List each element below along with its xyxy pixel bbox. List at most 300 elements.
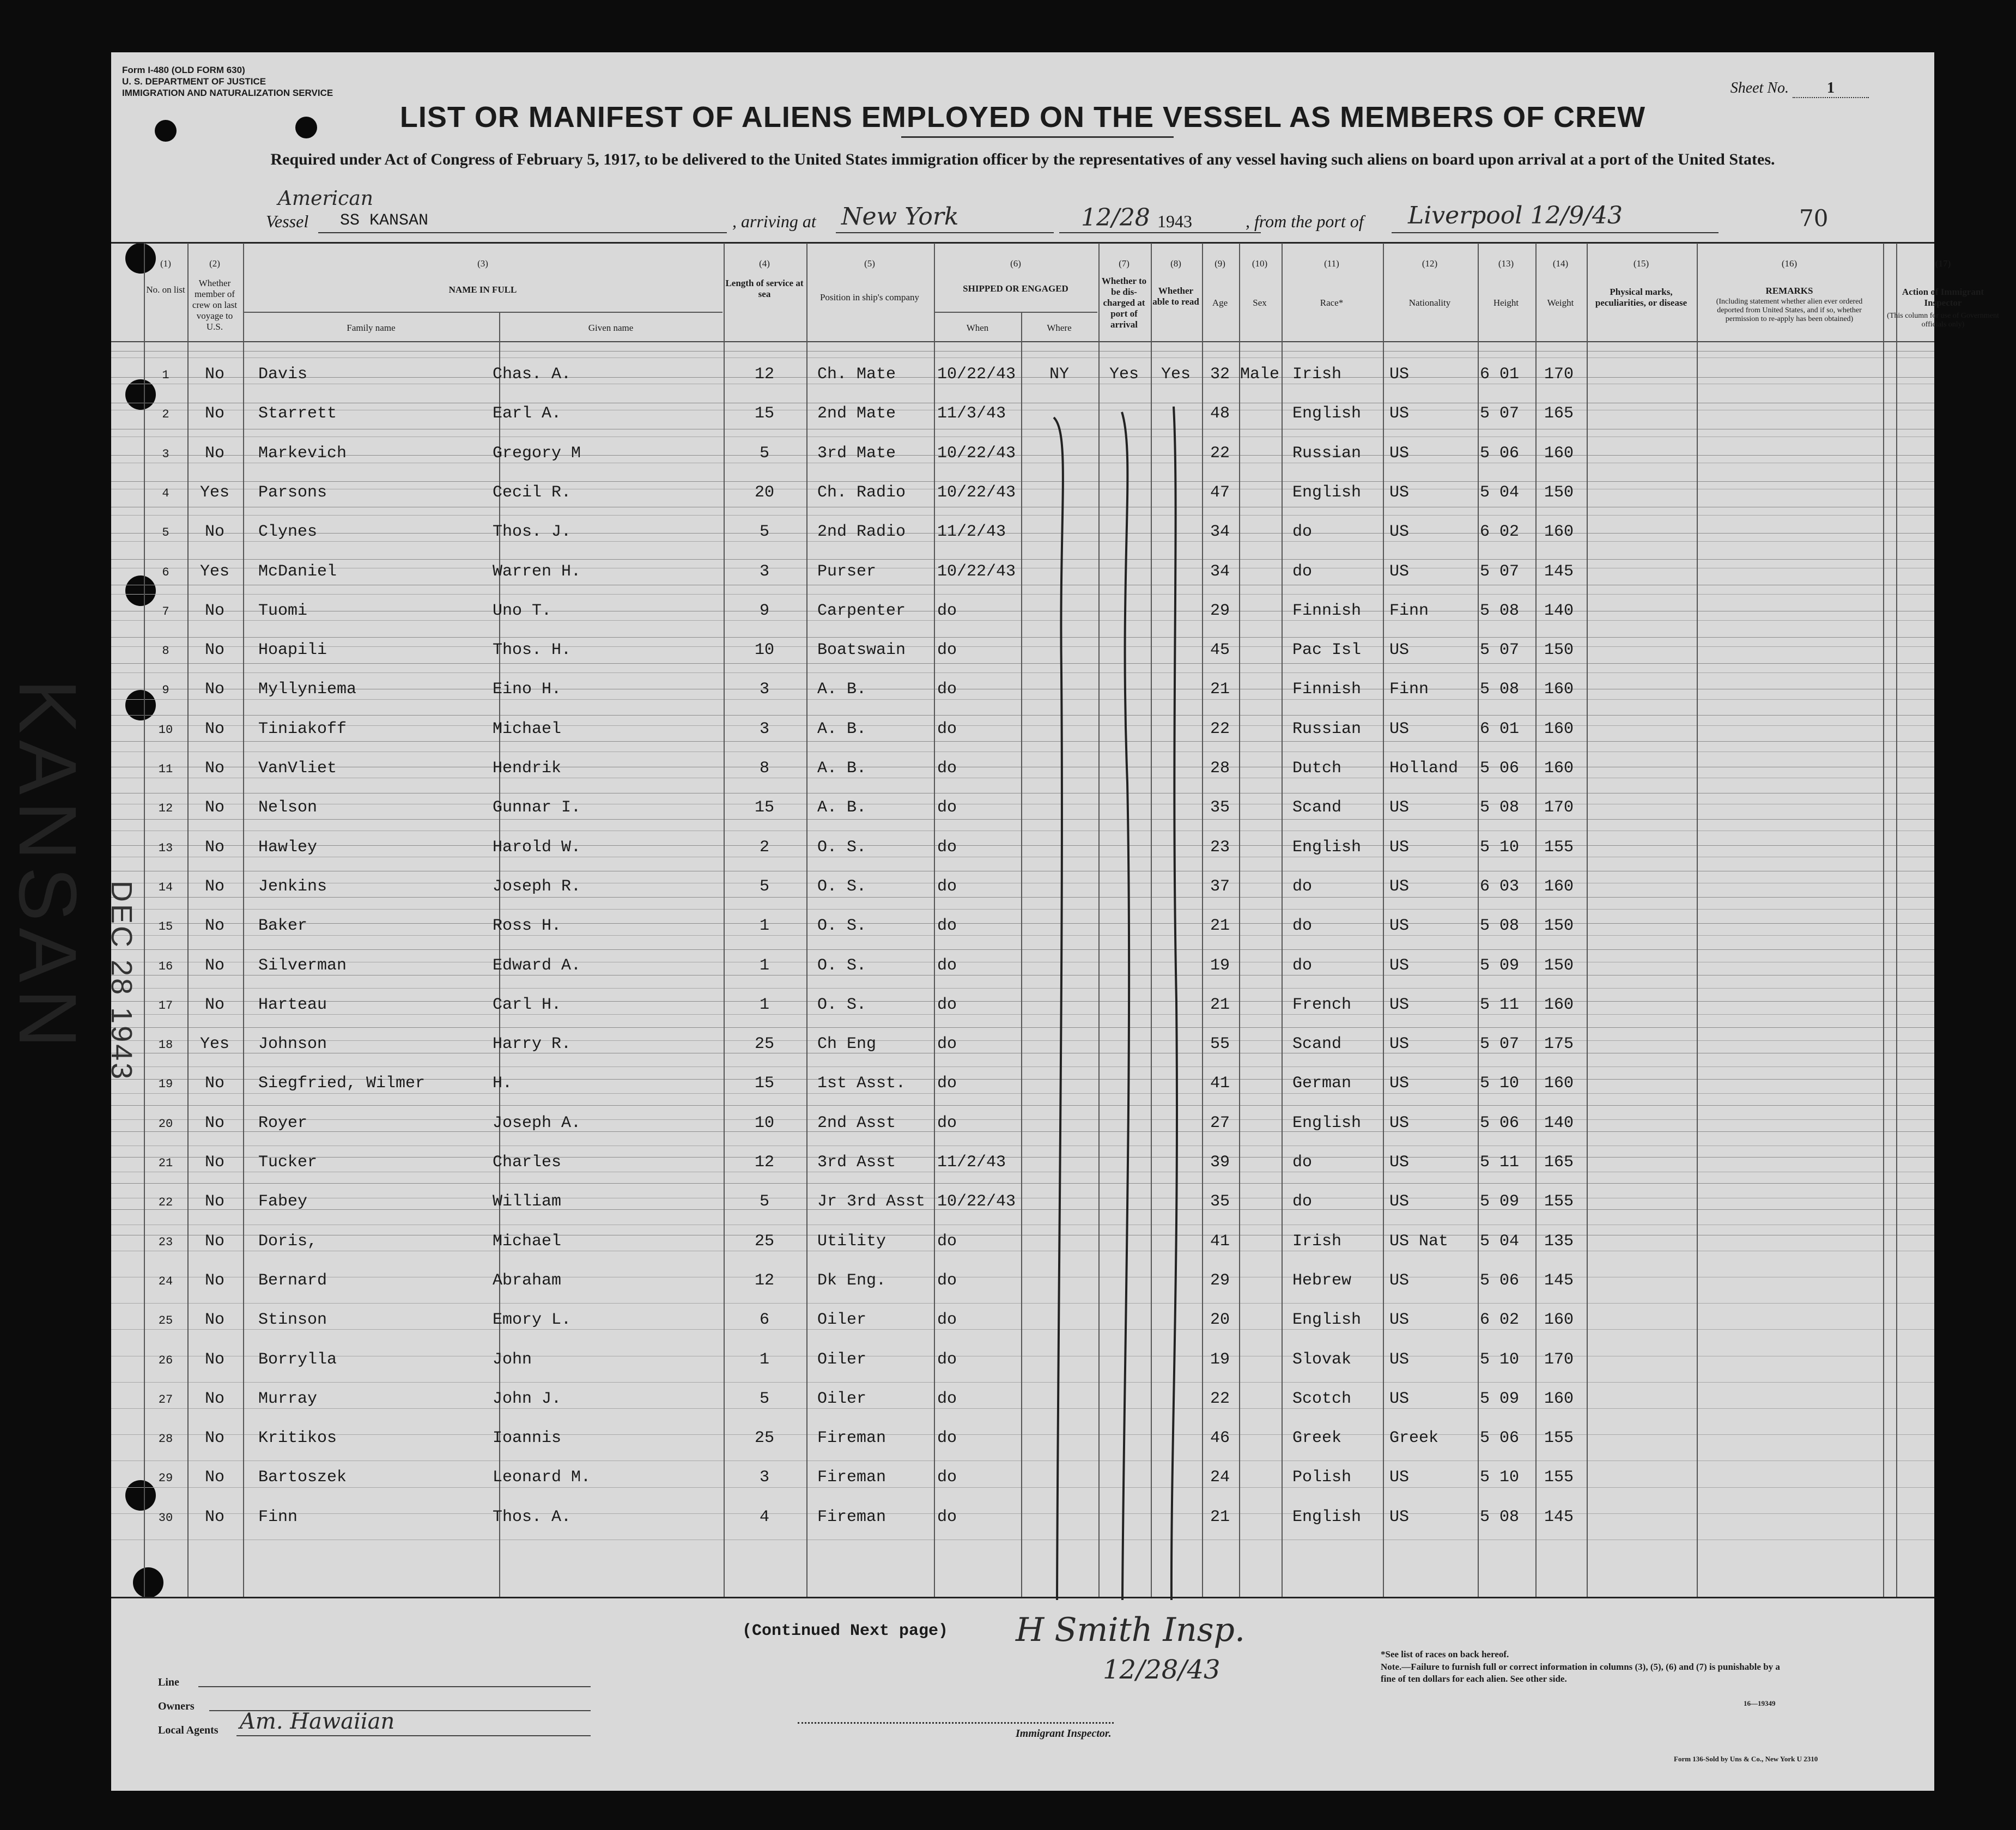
- cell-given: Edward A.: [493, 956, 581, 975]
- cell-when: do: [937, 680, 957, 699]
- cell-age: 55: [1210, 1035, 1230, 1053]
- cell-no: 11: [158, 762, 173, 776]
- cell-nationality: US: [1389, 877, 1410, 896]
- cell-no: 7: [162, 605, 169, 619]
- cell-race: Polish: [1292, 1468, 1352, 1487]
- cell-height: 5 06: [1480, 1271, 1520, 1290]
- cell-position: A. B.: [817, 759, 867, 778]
- col-5-num: (5): [864, 258, 875, 269]
- cell-age: 47: [1210, 483, 1230, 502]
- cell-height: 5 07: [1480, 404, 1520, 423]
- fill-rule: [1392, 232, 1719, 233]
- cell-family: Jenkins: [258, 877, 327, 896]
- column-divider: [1587, 243, 1588, 1597]
- column-divider: [806, 243, 807, 1597]
- cell-weight: 170: [1544, 365, 1574, 384]
- cell-race: do: [1292, 1192, 1313, 1211]
- cell-prev: No: [204, 641, 224, 659]
- col-9-num: (9): [1215, 258, 1225, 269]
- vessel-name: SS KANSAN: [340, 211, 429, 230]
- cell-given: Joseph R.: [493, 877, 581, 896]
- cell-family: Markevich: [258, 444, 347, 463]
- cell-height: 5 08: [1480, 798, 1520, 817]
- cell-no: 14: [158, 881, 173, 894]
- cell-service: 25: [754, 1429, 774, 1447]
- cell-weight: 160: [1544, 1311, 1574, 1329]
- ditto-strokes: [1016, 401, 1201, 1611]
- penalty-note: Note.—Failure to furnish full or correct information in columns (3), (5), (6) and (7) is punishable by a fine of ten dollars for each alien. See other side.: [1381, 1662, 1780, 1684]
- cell-prev: No: [204, 1311, 224, 1329]
- col-17-label: Action of Immigrant Inspector: [1902, 287, 1984, 308]
- cell-prev: No: [204, 996, 224, 1014]
- cell-no: 8: [162, 644, 169, 658]
- cell-weight: 155: [1544, 1192, 1574, 1211]
- col-16-num: (16): [1781, 258, 1798, 269]
- cell-race: English: [1292, 1508, 1362, 1526]
- cell-position: A. B.: [817, 720, 867, 738]
- cell-nationality: US: [1389, 1153, 1410, 1172]
- table-header-rule: [111, 341, 1934, 342]
- cell-nationality: US: [1389, 365, 1410, 384]
- cell-service: 4: [759, 1508, 769, 1526]
- col-6-sub-when: When: [966, 323, 989, 333]
- cell-race: Dutch: [1292, 759, 1342, 778]
- cell-discharged: Yes: [1109, 365, 1139, 384]
- cell-height: 5 08: [1480, 917, 1520, 935]
- cell-position: Boatswain: [817, 641, 906, 659]
- cell-age: 27: [1210, 1114, 1230, 1132]
- col-1-num: (1): [160, 258, 171, 269]
- col-17-note: (This column for use of Government officials only): [1887, 312, 1999, 329]
- cell-height: 5 06: [1480, 759, 1520, 778]
- cell-position: Jr 3rd Asst: [817, 1192, 926, 1211]
- cell-family: Doris,: [258, 1232, 318, 1251]
- cell-position: Oiler: [817, 1390, 867, 1408]
- manifest-sheet: [2, 52, 1999, 1791]
- column-divider: [1478, 243, 1479, 1597]
- cell-weight: 160: [1544, 523, 1574, 541]
- cell-height: 5 10: [1480, 1350, 1520, 1369]
- col-1-label: No. on list: [146, 284, 185, 295]
- cell-weight: 160: [1544, 444, 1574, 463]
- vessel-label: Vessel: [266, 211, 309, 231]
- from-port: Liverpool 12/9/43: [1408, 202, 1623, 229]
- cell-height: 5 09: [1480, 1192, 1520, 1211]
- table-top-rule: [111, 242, 1934, 244]
- cell-nationality: US: [1389, 483, 1410, 502]
- col-5-label: Position in ship's company: [819, 292, 920, 302]
- cell-height: 5 10: [1480, 838, 1520, 857]
- cell-given: Michael: [493, 1232, 562, 1251]
- col-17-num: (17): [1935, 258, 1951, 269]
- cell-weight: 160: [1544, 996, 1574, 1014]
- cell-when: do: [937, 996, 957, 1014]
- fill-rule: [318, 232, 727, 233]
- cell-service: 2: [759, 838, 769, 857]
- col-13-label: Height: [1493, 298, 1519, 308]
- cell-given: Thos. H.: [493, 641, 572, 659]
- cell-race: Slovak: [1292, 1350, 1352, 1369]
- cell-weight: 160: [1544, 1390, 1574, 1408]
- cell-weight: 160: [1544, 877, 1574, 896]
- cell-given: Thos. J.: [493, 523, 572, 541]
- cell-position: Purser: [817, 562, 877, 581]
- cell-height: 5 07: [1480, 641, 1520, 659]
- cell-age: 24: [1210, 1468, 1230, 1487]
- inspector-signature: H Smith Insp.: [1016, 1611, 1246, 1649]
- cell-race: German: [1292, 1074, 1352, 1093]
- cell-position: O. S.: [817, 996, 867, 1014]
- cell-when: do: [937, 1508, 957, 1526]
- cell-height: 6 01: [1480, 365, 1520, 384]
- arrival-date: 12/28: [1081, 204, 1150, 232]
- col-14-num: (14): [1552, 258, 1569, 269]
- cell-nationality: US: [1389, 1350, 1410, 1369]
- page-subtitle: Required under Act of Congress of February 5, 1917, to be delivered to the United States immigration officer by the representatives of any vessel having such aliens on board upon arrival at a port of the United States.: [270, 150, 1775, 168]
- cell-position: O. S.: [817, 877, 867, 896]
- cell-service: 5: [759, 1192, 769, 1211]
- cell-height: 5 10: [1480, 1468, 1520, 1487]
- cell-family: Nelson: [258, 798, 318, 817]
- cell-when: do: [937, 1429, 957, 1447]
- cell-position: 2nd Mate: [817, 404, 896, 423]
- cell-race: Finnish: [1292, 602, 1362, 620]
- cell-age: 46: [1210, 1429, 1230, 1447]
- year: 1943: [1157, 211, 1192, 231]
- cell-position: Fireman: [817, 1429, 886, 1447]
- cell-given: Charles: [493, 1153, 562, 1172]
- cell-height: 5 08: [1480, 1508, 1520, 1526]
- col-4-label: Length of service at sea: [725, 278, 804, 299]
- cell-given: Chas. A.: [493, 365, 572, 384]
- cell-family: Johnson: [258, 1035, 327, 1053]
- cell-service: 1: [759, 996, 769, 1014]
- name-subheader-rule: [243, 312, 722, 313]
- cell-race: English: [1292, 838, 1362, 857]
- cell-prev: No: [204, 759, 224, 778]
- col-3-sub-family: Family name: [347, 323, 396, 333]
- cell-prev: No: [204, 838, 224, 857]
- cell-age: 35: [1210, 798, 1230, 817]
- cell-given: Gunnar I.: [493, 798, 581, 817]
- form-id-line: U. S. DEPARTMENT OF JUSTICE: [122, 76, 266, 87]
- cell-service: 3: [759, 1468, 769, 1487]
- form-id-line: IMMIGRATION AND NATURALIZATION SERVICE: [122, 88, 333, 98]
- inspector-label: Immigrant Inspector.: [1016, 1728, 1112, 1740]
- cell-given: John: [493, 1350, 532, 1369]
- cell-age: 35: [1210, 1192, 1230, 1211]
- cell-nationality: US: [1389, 404, 1410, 423]
- form-print-line: Form 136-Sold by Uns & Co., New York U 2310: [1674, 1755, 1818, 1763]
- inspector-date: 12/28/43: [1103, 1655, 1220, 1685]
- cell-nationality: US: [1389, 444, 1410, 463]
- cell-family: Finn: [258, 1508, 298, 1526]
- cell-race: Hebrew: [1292, 1271, 1352, 1290]
- cell-nationality: US: [1389, 1390, 1410, 1408]
- cell-prev: No: [204, 1074, 224, 1093]
- cell-prev: No: [204, 956, 224, 975]
- cell-no: 16: [158, 960, 173, 973]
- col-3-label: NAME IN FULL: [448, 284, 517, 295]
- column-divider: [1535, 243, 1537, 1597]
- cell-height: 5 08: [1480, 680, 1520, 699]
- cell-when: do: [937, 759, 957, 778]
- cell-nationality: US: [1389, 1468, 1410, 1487]
- cell-nationality: US: [1389, 1074, 1410, 1093]
- cell-race: Irish: [1292, 1232, 1342, 1251]
- cell-nationality: Greek: [1389, 1429, 1439, 1447]
- cell-where: NY: [1049, 365, 1069, 384]
- cell-prev: No: [204, 523, 224, 541]
- col-6-label: SHIPPED OR ENGAGED: [963, 283, 1068, 294]
- cell-service: 6: [759, 1311, 769, 1329]
- cell-when: 11/2/43: [937, 1153, 1006, 1172]
- agents-rule: [236, 1735, 591, 1736]
- cell-given: Leonard M.: [493, 1468, 591, 1487]
- cell-no: 22: [158, 1196, 173, 1209]
- cell-family: Silverman: [258, 956, 347, 975]
- cell-family: Clynes: [258, 523, 318, 541]
- cell-family: Tuomi: [258, 602, 308, 620]
- cell-service: 10: [754, 1114, 774, 1132]
- agents-value: Am. Hawaiian: [240, 1709, 395, 1734]
- cell-when: 11/2/43: [937, 523, 1006, 541]
- cell-no: 12: [158, 802, 173, 815]
- cell-when: 10/22/43: [937, 483, 1016, 502]
- cell-age: 29: [1210, 602, 1230, 620]
- cell-prev: No: [204, 602, 224, 620]
- cell-no: 23: [158, 1235, 173, 1249]
- cell-weight: 150: [1544, 483, 1574, 502]
- cell-read: Yes: [1161, 365, 1191, 384]
- cell-height: 5 07: [1480, 1035, 1520, 1053]
- cell-service: 5: [759, 1390, 769, 1408]
- cell-weight: 145: [1544, 562, 1574, 581]
- cell-no: 1: [162, 368, 169, 382]
- kansan-stamp: KANSAN: [2, 679, 94, 1055]
- col-11-num: (11): [1324, 258, 1339, 269]
- cell-weight: 150: [1544, 641, 1574, 659]
- fill-rule: [1059, 232, 1261, 233]
- cell-given: Eino H.: [493, 680, 562, 699]
- cell-service: 15: [754, 1074, 774, 1093]
- cell-age: 41: [1210, 1232, 1230, 1251]
- cell-weight: 155: [1544, 1429, 1574, 1447]
- line-rule: [198, 1686, 591, 1687]
- col-16-note: (Including statement whether alien ever ordered deported from United States, and if so, whether permission to re-apply has been obtained): [1716, 298, 1863, 323]
- cell-prev: No: [204, 1508, 224, 1526]
- cell-age: 39: [1210, 1153, 1230, 1172]
- title-rule: [901, 136, 1174, 138]
- form-id-line: Form I-480 (OLD FORM 630): [122, 65, 245, 75]
- cell-age: 34: [1210, 523, 1230, 541]
- agents-label: Local Agents: [158, 1724, 218, 1736]
- cell-when: do: [937, 602, 957, 620]
- cell-position: Ch Eng: [817, 1035, 877, 1053]
- cell-weight: 165: [1544, 404, 1574, 423]
- cell-family: Baker: [258, 917, 308, 935]
- cell-height: 5 11: [1480, 996, 1520, 1014]
- cell-prev: No: [204, 1271, 224, 1290]
- col-10-num: (10): [1252, 258, 1268, 269]
- cell-service: 20: [754, 483, 774, 502]
- cell-when: do: [937, 798, 957, 817]
- cell-race: English: [1292, 1311, 1362, 1329]
- cell-nationality: US: [1389, 996, 1410, 1014]
- cell-position: A. B.: [817, 798, 867, 817]
- cell-race: do: [1292, 523, 1313, 541]
- cell-no: 21: [158, 1156, 173, 1170]
- column-divider: [934, 243, 935, 1597]
- cell-when: 10/22/43: [937, 1192, 1016, 1211]
- cell-service: 12: [754, 1271, 774, 1290]
- cell-when: do: [937, 1232, 957, 1251]
- cell-given: Hendrik: [493, 759, 562, 778]
- cell-family: Borrylla: [258, 1350, 337, 1369]
- cell-family: Siegfried, Wilmer: [258, 1074, 426, 1093]
- cell-given: William: [493, 1192, 562, 1211]
- cell-family: Hoapili: [258, 641, 327, 659]
- punch-hole: [133, 1567, 163, 1598]
- cell-family: Tucker: [258, 1153, 318, 1172]
- cell-given: Emory L.: [493, 1311, 572, 1329]
- cell-service: 5: [759, 444, 769, 463]
- cell-race: English: [1292, 483, 1362, 502]
- col-15-label: Physical marks, peculiarities, or disease: [1595, 287, 1687, 308]
- cell-race: Russian: [1292, 444, 1362, 463]
- cell-prev: No: [204, 1390, 224, 1408]
- col-3-sub-given: Given name: [588, 323, 634, 333]
- cell-when: do: [937, 1035, 957, 1053]
- cell-nationality: US: [1389, 1271, 1410, 1290]
- cell-race: English: [1292, 404, 1362, 423]
- cell-nationality: US: [1389, 523, 1410, 541]
- cell-no: 18: [158, 1038, 173, 1052]
- cell-weight: 135: [1544, 1232, 1574, 1251]
- cell-nationality: US: [1389, 562, 1410, 581]
- cell-nationality: US: [1389, 956, 1410, 975]
- cell-age: 45: [1210, 641, 1230, 659]
- col-2-label: Whether member of crew on last voyage to U.S.: [192, 278, 238, 332]
- date-stamp: DEC 28 1943: [105, 881, 138, 1082]
- cell-service: 5: [759, 523, 769, 541]
- cell-when: do: [937, 1468, 957, 1487]
- cell-prev: No: [204, 1232, 224, 1251]
- cell-weight: 140: [1544, 602, 1574, 620]
- cell-when: do: [937, 1311, 957, 1329]
- cell-weight: 160: [1544, 720, 1574, 738]
- cell-height: 5 06: [1480, 444, 1520, 463]
- cell-no: 3: [162, 447, 169, 461]
- cell-position: Oiler: [817, 1311, 867, 1329]
- cell-race: French: [1292, 996, 1352, 1014]
- cell-nationality: Finn: [1389, 602, 1429, 620]
- cell-weight: 140: [1544, 1114, 1574, 1132]
- cell-service: 10: [754, 641, 774, 659]
- cell-no: 10: [158, 723, 173, 737]
- cell-age: 22: [1210, 444, 1230, 463]
- cell-no: 6: [162, 566, 169, 579]
- cell-prev: No: [204, 1192, 224, 1211]
- cell-family: Myllyniema: [258, 680, 357, 699]
- cell-given: Uno T.: [493, 602, 552, 620]
- sheet-label: Sheet No.: [1730, 80, 1789, 96]
- cell-position: Utility: [817, 1232, 886, 1251]
- cell-when: do: [937, 1114, 957, 1132]
- cell-race: do: [1292, 956, 1313, 975]
- col-13-num: (13): [1498, 258, 1514, 269]
- cell-race: Russian: [1292, 720, 1362, 738]
- cell-no: 29: [158, 1471, 173, 1485]
- col-14-label: Weight: [1547, 298, 1574, 308]
- col-15-num: (15): [1633, 258, 1649, 269]
- cell-age: 21: [1210, 996, 1230, 1014]
- cell-when: do: [937, 1390, 957, 1408]
- cell-weight: 155: [1544, 1468, 1574, 1487]
- vessel-flag: American: [278, 187, 373, 210]
- ruled-line: [111, 351, 1934, 352]
- cell-age: 37: [1210, 877, 1230, 896]
- cell-no: 13: [158, 841, 173, 855]
- cell-position: Ch. Mate: [817, 365, 896, 384]
- cell-prev: No: [204, 404, 224, 423]
- column-divider: [243, 243, 244, 1597]
- col-6-sub-where: Where: [1047, 323, 1072, 333]
- col-10-label: Sex: [1253, 298, 1267, 308]
- column-divider: [1282, 243, 1283, 1597]
- cell-nationality: US: [1389, 1508, 1410, 1526]
- cell-given: Cecil R.: [493, 483, 572, 502]
- cell-weight: 160: [1544, 759, 1574, 778]
- cell-prev: Yes: [199, 483, 229, 502]
- cell-service: 12: [754, 365, 774, 384]
- cell-position: O. S.: [817, 917, 867, 935]
- cell-position: Carpenter: [817, 602, 906, 620]
- cell-race: do: [1292, 917, 1313, 935]
- cell-no: 27: [158, 1393, 173, 1407]
- cell-service: 1: [759, 1350, 769, 1369]
- cell-given: Ioannis: [493, 1429, 562, 1447]
- cell-age: 34: [1210, 562, 1230, 581]
- arriving-label: , arriving at: [732, 211, 816, 231]
- cell-family: Harteau: [258, 996, 327, 1014]
- cell-service: 3: [759, 562, 769, 581]
- cell-prev: No: [204, 1429, 224, 1447]
- cell-position: 3rd Mate: [817, 444, 896, 463]
- cell-sex: Male: [1240, 365, 1279, 384]
- cell-service: 15: [754, 404, 774, 423]
- cell-prev: No: [204, 917, 224, 935]
- cell-no: 4: [162, 487, 169, 500]
- cell-service: 9: [759, 602, 769, 620]
- cell-when: 11/3/43: [937, 404, 1006, 423]
- owners-label: Owners: [158, 1700, 195, 1712]
- cell-family: Kritikos: [258, 1429, 337, 1447]
- cell-prev: No: [204, 365, 224, 384]
- cell-height: 5 04: [1480, 1232, 1520, 1251]
- cell-height: 5 04: [1480, 483, 1520, 502]
- cell-given: Joseph A.: [493, 1114, 581, 1132]
- column-divider: [1383, 243, 1384, 1597]
- cell-prev: Yes: [199, 562, 229, 581]
- cell-no: 2: [162, 408, 169, 421]
- cell-when: 10/22/43: [937, 444, 1016, 463]
- col-2-num: (2): [209, 258, 220, 269]
- cell-when: do: [937, 877, 957, 896]
- cell-given: Michael: [493, 720, 562, 738]
- cell-service: 25: [754, 1035, 774, 1053]
- cell-weight: 170: [1544, 1350, 1574, 1369]
